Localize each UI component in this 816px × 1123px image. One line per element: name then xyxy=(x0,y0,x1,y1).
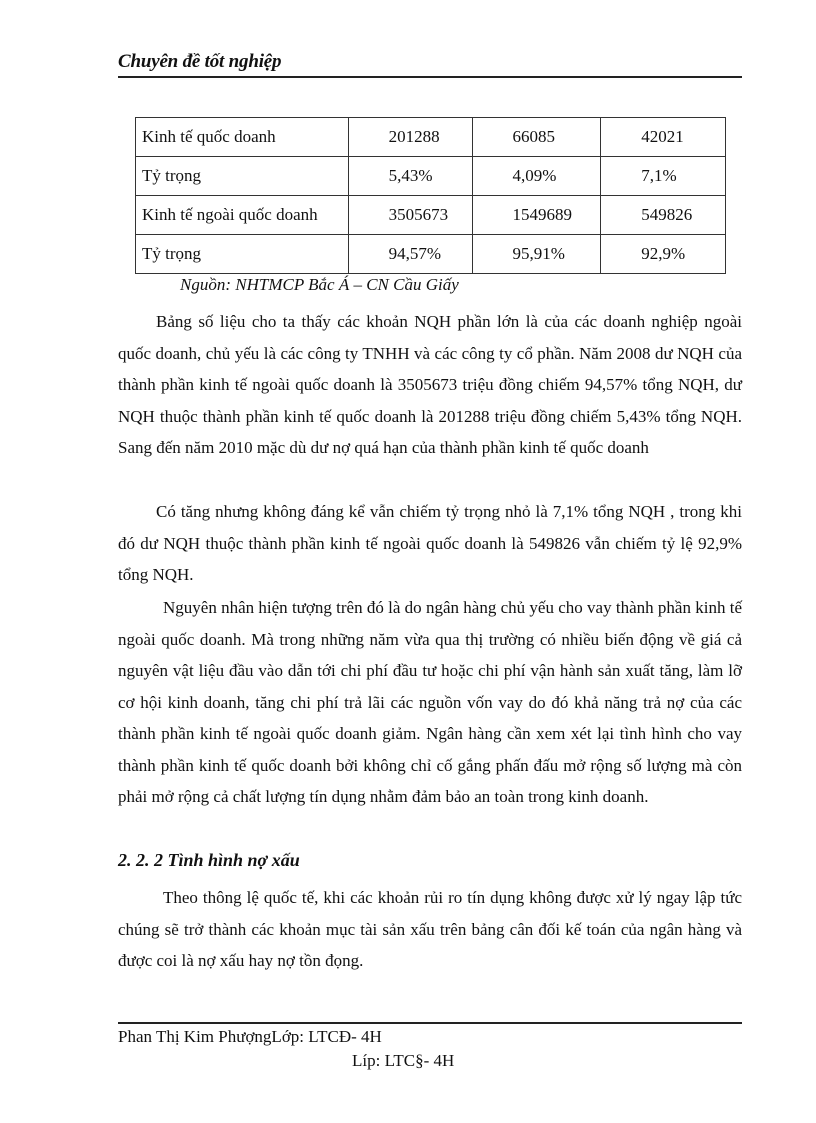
table-cell: 5,43% xyxy=(348,157,473,196)
table-cell: 549826 xyxy=(601,196,726,235)
table-cell: Tỷ trọng xyxy=(136,235,349,274)
section-heading: 2. 2. 2 Tình hình nợ xấu xyxy=(118,850,300,870)
table-cell: Kinh tế quốc doanh xyxy=(136,118,349,157)
table-row xyxy=(136,118,726,157)
footer-class-garbled: Líp: LTC§- 4H xyxy=(352,1051,455,1070)
table-cell: 66085 xyxy=(473,118,601,157)
body-paragraph: Bảng số liệu cho ta thấy các khoản NQH phần lớn là của các doanh nghiệp ngoài quốc doanh, chủ yếu là các công ty TNHH và các công ty cổ phần. Năm 2008 dư NQH của thành phần kinh tế ngoài quốc doanh là 3505673 triệu đồng chiếm 94,57% tổng NQH, dư NQH thuộc thành phần kinh tế quốc doanh là 201288 triệu đồng chiếm 5,43% tổng NQH. Sang đến năm 2010 mặc dù dư nợ quá hạn của thành phần kinh tế quốc doanh xyxy=(118,312,742,457)
table-row xyxy=(136,196,726,235)
table-cell: Tỷ trọng xyxy=(136,157,349,196)
header-title: Chuyên đề tốt nghiệp xyxy=(118,51,282,72)
table-cell: 7,1% xyxy=(601,157,726,196)
table-cell: 1549689 xyxy=(473,196,601,235)
table-cell: 3505673 xyxy=(348,196,473,235)
table-row xyxy=(136,235,726,274)
table-row xyxy=(136,157,726,196)
table-cell: 94,57% xyxy=(348,235,473,274)
section-paragraph: Theo thông lệ quốc tế, khi các khoản rủi ro tín dụng không được xử lý ngay lập tức chúng sẽ trở thành các khoản mục tài sản xấu trên bảng cân đối kế toán của ngân hàng và được coi là nợ xấu hay nợ tồn đọng. xyxy=(118,888,742,970)
table-source-note: Nguồn: NHTMCP Bắc Á – CN Cầu Giấy xyxy=(180,275,459,294)
header-divider xyxy=(118,76,742,78)
table-cell: 95,91% xyxy=(473,235,601,274)
footer-author-class: Phan Thị Kim PhượngLớp: LTCĐ- 4H xyxy=(118,1027,382,1046)
table-cell: 42021 xyxy=(601,118,726,157)
table-cell: 201288 xyxy=(348,118,473,157)
table-cell: Kinh tế ngoài quốc doanh xyxy=(136,196,349,235)
body-paragraph: Có tăng nhưng không đáng kể vẫn chiếm tỷ trọng nhỏ là 7,1% tổng NQH , trong khi đó dư NQH thuộc thành phần kinh tế ngoài quốc doanh là 549826 vẫn chiếm tỷ lệ 92,9% tổng NQH. xyxy=(118,502,742,584)
body-paragraph: Nguyên nhân hiện tượng trên đó là do ngân hàng chủ yếu cho vay thành phần kinh tế ngoài quốc doanh. Mà trong những năm vừa qua thị trường có nhiều biến động về giá cả nguyên vật liệu đầu vào dẫn tới chi phí đầu tư hoặc chi phí vận hành sản xuất tăng, làm lỡ cơ hội kinh doanh, tăng chi phí trả lãi các nguồn vốn vay do đó khả năng trả nợ của các thành phần kinh tế ngoài quốc doanh giảm. Ngân hàng cần xem xét lại tình hình cho vay thành phần kinh tế quốc doanh bởi không chỉ cố gắng phấn đấu mở rộng số lượng mà còn phải mở rộng cả chất lượng tín dụng nhằm đảm bảo an toàn trong kinh doanh. xyxy=(118,598,742,806)
data-table xyxy=(135,117,726,274)
table-cell: 4,09% xyxy=(473,157,601,196)
footer-divider xyxy=(118,1022,742,1024)
table-cell: 92,9% xyxy=(601,235,726,274)
